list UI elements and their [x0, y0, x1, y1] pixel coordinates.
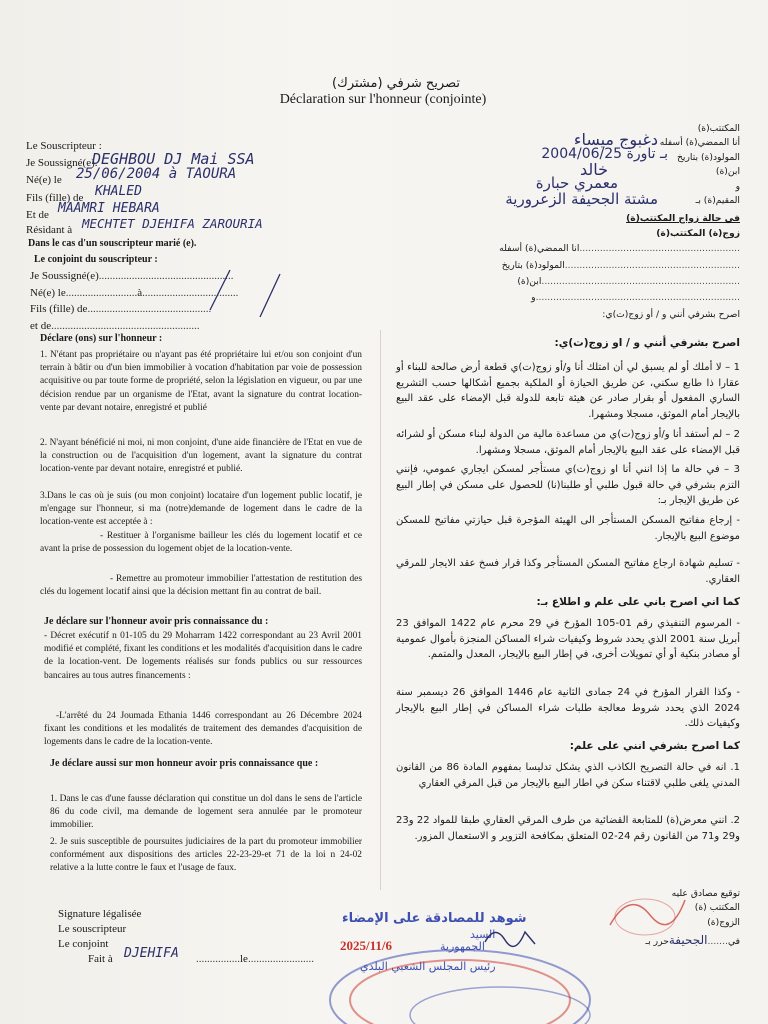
declaration-3a: - Restituer à l'organisme bailleur les clés du logement locatif et ce avant la prise de possession du logement objet de la location-vente. [40, 531, 362, 555]
connaissance-heading: Je déclare sur l'honneur avoir pris connaissance du : [44, 616, 269, 627]
title-arabic: تصريح شرفي (مشترك) [332, 76, 460, 91]
ar-ne-value: 2004/06/25 بـ تاورة [541, 146, 668, 162]
mere-label: Et de [26, 209, 49, 221]
ar-declaration-3: 3 – في حالة ما إذا انني أنا او زوج(ت)ي مستأجر لمسكن ايجاري عمومي، فإنني التزم بشرفي في حالة قبول طلبي أو طلبنا(نا) للحصول على مسكن في إطار البيع عن طريق الإيجار بـ: [396, 464, 740, 506]
strike-mark [190, 262, 310, 322]
declaration-1: 1. N'étant pas propriétaire ou n'ayant pas été propriétaire lui et/ou son conjoint d'un terrain à bâtir ou d'un bien immobilier à vocation d'habitation par voie de possession acquisitive ou par toute forme de propriété, selon la législation en vigueur, ou par une décision rendue par un organisme de l'Etat, avant la signature du contrat location-vente par devant notaire, enregistré et publié [40, 350, 362, 413]
handwritten-signature [480, 922, 540, 952]
ar-arrete-text: - وكذا القرار المؤرخ في 24 جمادى الثانية عام 1446 الموافق 26 ديسمبر سنة 2024 الذي يحدد شروط معالجة طلبات شراء المساكن في إطار البيع بالإيجار وكيفيات ذلك. [396, 687, 741, 729]
fait-a-label: Fait à [88, 953, 113, 965]
ar-declaration-3b: - تسليم شهادة ارجاع مفاتيح المسكن المستأجر وكذا قرار فسخ عقد الايجار للمرقي العقاري. [396, 558, 740, 585]
soussigne-label: Je Soussigné(e). [26, 157, 98, 169]
official-seal [300, 930, 620, 1024]
decret-text: - Décret exécutif n 01-105 du 29 Moharram 1422 correspondant au 23 Avril 2001 modifié et complété, fixant les conditions et les modalités d'acquisition dans le cadre de la location-vent. De logements réalisés sur fonds publics ou sur ressources bancaires au tous autres financements : [44, 631, 362, 681]
ar-decret-text: - المرسوم التنفيذي رقم 01-105 المؤرخ في 29 محرم عام 1422 الموافق 23 أبريل سنة 2001 الذي يحدد شروط وكيفيات شراء المساكن المنجزة بأموال عمومية أو مصادر بنكية أو أي تمويلات أخرى، في إطار البيع بالإيجار، المعدل والمتمم. [396, 618, 740, 660]
ar-residence-label: المقيم(ة) بـ [695, 195, 740, 206]
souscripteur-label: Le Souscripteur : [26, 140, 102, 152]
stamp-line-1: شوهد للمصادقة على الإمضاء [342, 911, 527, 926]
document-page: تصريح شرفي (مشترك) Déclaration sur l'honneur (conjointe) Le Souscripteur : Je Soussigné(e). DEGHBOU DJ Mai SSA Né(e) le 25/06/2004 à TAOURA Fils (fille) de KHALED Et de MAAMRI HEBARA Résidant à MECHTET DJEHIFA ZAROURIA Dans le cas d'un souscripteur marié (e). Le conjoint du souscripteur : Je Soussigné(e)................................................. Né(e) le..........................à................................... Fils (fille) de............................................. et de...................................................... Déclare (ons) sur l'honneur : 1. N'étant pas propriétaire ou n'ayant pas été propriétaire lui et/ou son conjoint d'un terrain à bâtir ou d'un bien immobilier à vocation d'habitation par voie de possession acquisitive ou par toute forme de propriété, selon la législation en vigueur, ou par une décision rendue par un organisme de l'Etat, avant la signature du contrat location-vente par devant notaire, enregistré et publié 2. N'ayant bénéficié ni moi, ni mon conjoint, d'une aide financière de l'Etat en vue de la construction ou de l'acquisition d'un logement, avant la signature du contrat location-vente par devant notaire, enregistré et publié. 3.Dans le cas où je suis (ou mon conjoint) locataire d'un logement public locatif, je m'engage sur l'honneur, si ma (notre)demande de logement dans le cadre de la location-vente est acceptée à : - Restituer à l'organisme bailleur les clés du logement locatif et ce avant la prise de possession du logement objet de la location-vente. - Remettre au promoteur immobilier l'attestation de restitution des clés du logement locatif ainsi que la décision mettant fin au contrat de bail. Je déclare sur l'honneur avoir pris connaissance du : - Décret exécutif n 01-105 du 29 Moharram 1422 correspondant au 23 Avril 2001 modifié et complété, fixant les conditions et les modalités d'acquisition dans le cadre de la location-vent. De logements réalisés sur fonds publics ou sur ressources bancaires au tous autres financements : -L'arrêté du 24 Joumada Ethania 1446 correspondant au 26 Décembre 2024 fixant les conditions et les modalités de traitement des demandes d'acquisition de logements dans le cadre de la location-vente. Je déclare aussi sur mon honneur avoir pris connaissance que : 1. Dans le cas d'une fausse déclaration qui constitue un dol dans le sens de l'article 86 du code civil, ma demande de logement sera annulée par le promoteur immobilier. 2. Je suis susceptible de poursuites judiciaires de la part du promoteur immobilier conformément aux dispositions des articles 22-23-29-et 71 de la loi n 24-02 relative a la lutte contre le faux et l'usage de faux. Signature légalisée Le souscripteur Le conjoint Fait à DJEHIFA ................le........................ المكتتب(ة) أنا الممضي(ة) أسفله دغبوج ميساء المولود(ة) بتاريخ 2004/06/25 بـ تاورة ابن(ة) خالد و معمري حبارة المقيم(ة) بـ مشتة الجحيفة الزعرورية في حالة زواج المكتتب(ة) زوج(ة) المكتتب(ة) .......................................................انا الممضي(ة) أسفله ............................................................المولود(ة) بتاريخ ....................................................................ابن(ة) ......................................................................و اصرح بشرفي أنني و / أو زوج(ت)ي: اصرح بشرفي أنني و / او زوج(ت)ي: 1 – لا أملك أو لم يسبق لي أن امتلك أنا و/أو زوج(ت)ي قطعة أرض صالحة للبناء أو عقارا ذا طابع سكني، عن طريق الحيازة أو الملكية بجميع أشكالها حسب التشريع الساري المفعول أو بقرار صادر عن هيئة تابعة للدولة قبل الإمضاء على عقد البيع بالإيجار أمام الموثق، مسجلا ومشهرا. 2 – لم أستفد أنا و/أو زوج(ت)ي من مساعدة مالية من الدولة لبناء مسكن أو لشرائه قبل الإمضاء على عقد البيع بالإيجار أمام الموثق، مسجلا ومشهرا. 3 – في حالة ما إذا انني أنا او زوج(ت)ي مستأجر لمسكن ايجاري عمومي، فإنني التزم بشرفي في حالة قبول طلبي أو طلبنا(نا) للحصول على مسكن في إطار البيع عن طريق الإيجار بـ: - إرجاع مفاتيح المسكن المستأجر الى الهيئة المؤجرة قبل حيازتي مفاتيح للمسكن موضوع البيع بالإيجار. - تسليم شهادة ارجاع مفاتيح المسكن المستأجر وكذا قرار فسخ عقد الايجار للمرقي العقاري. كما اني اصرح باني على علم و اطلاع بـ: - المرسوم التنفيذي رقم 01-105 المؤرخ في 29 محرم عام 1422 الموافق 23 أبريل سنة 2001 الذي يحدد شروط وكيفيات شراء المساكن المنجزة بأموال عمومية أو مصادر بنكية أو أي تمويلات أخرى، في إطار البيع بالإيجار، المعدل والمتمم. - وكذا القرار المؤرخ في 24 جمادى الثانية عام 1446 الموافق 26 ديسمبر سنة 2024 الذي يحدد شروط معالجة طلبات شراء المساكن في إطار البيع بالإيجار وكيفيات ذلك. كما اصرح بشرفي انني على علم: 1. انه في حالة التصريح الكاذب الذي يشكل تدليسا بمفهوم المادة 86 من القانون المدني يلغى طلبي لاقتناء سكن في اطار البيع بالإيجار من قبل المرقي العقاري 2. انني معرض(ة) للمتابعة القضائية من طرف المرقي العقاري طبقا للمواد 22 و23 و29 و71 من القانون رقم 24-02 المتعلق بمكافحة التزوير و الاستعمال المزور. توقيع مصادق عليه المكتتب (ة) الزوج(ة) في.......الجحيفةحرر بـ شوهد للمصادقة على الإمضاء السيد 2025/11/6 الجمهورية رئيس المجلس الشعبي البلدي [0, 0, 768, 1024]
ar-sig-souscripteur-label: المكتتب (ة) [694, 902, 740, 913]
ne-label: Né(e) le [26, 174, 62, 186]
ar-c3-label: ابن(ة) [517, 276, 542, 287]
ar-marie-heading: في حالة زواج المكتتب(ة) [626, 213, 740, 224]
ar-sig-place-value: الجحيفة [668, 933, 708, 947]
ar-consequence-1: 1. انه في حالة التصريح الكاذب الذي يشكل تدليسا بمفهوم المادة 86 من القانون المدني يلغى طلبي لاقتناء سكن في اطار البيع بالإيجار من قبل المرقي العقاري [396, 762, 740, 789]
ar-mere-label: و [735, 181, 740, 192]
soussigne-value: DEGHBOU DJ Mai SSA [92, 150, 255, 168]
ar-declaration-3a: - إرجاع مفاتيح المسكن المستأجر الى الهيئة المؤجرة قبل حيازتي مفاتيح للمسكن موضوع البيع بالإيجار. [396, 515, 740, 542]
ar-c1-label: انا الممضي(ة) أسفله [499, 243, 580, 254]
consequence-2: 2. Je suis susceptible de poursuites judiciaires de la part du promoteur immobilier conformément aux dispositions des articles 22-23-29-et 71 de la loi n 24-02 relative a la lutte contre le faux et l'usage de faux. [50, 837, 362, 874]
ar-fils-label: ابن(ة) [715, 166, 740, 177]
title-french: Déclaration sur l'honneur (conjointe) [279, 92, 487, 107]
ar-soussigne-label: أنا الممضي(ة) أسفله [659, 137, 740, 148]
ar-sig-certified-label: توقيع مصادق عليه [671, 888, 740, 899]
ar-aussi-heading: كما اصرح بشرفي انني على علم: [569, 740, 740, 752]
fils-value: KHALED [95, 184, 142, 199]
le-label: le [240, 953, 248, 965]
signature-souscripteur-label: Le souscripteur [58, 923, 127, 935]
conjoint-et-label: et de [30, 320, 52, 332]
signature-legalisee-label: Signature légalisée [58, 908, 142, 920]
aussi-heading: Je déclare aussi sur mon honneur avoir pris connaissance que : [50, 758, 319, 769]
ar-consequence-2: 2. انني معرض(ة) للمتابعة القضائية من طرف المرقي العقاري طبقا للمواد 22 و23 و29 و71 من القانون رقم 24-02 المتعلق بمكافحة التزوير و الاستعمال المزور. [396, 815, 741, 842]
stamp-line-2: السيد [470, 928, 496, 941]
marie-heading: Dans le cas d'un souscripteur marié (e). [28, 238, 197, 249]
consequence-1: 1. Dans le cas d'une fausse déclaration qui constitue un dol dans le sens de l'article 86 du code civil, ma demande de logement sera annulée par le promoteur immobilier. [50, 794, 362, 831]
residence-label: Résidant à [26, 224, 73, 236]
ar-residence-value: مشتة الجحيفة الزعرورية [505, 190, 658, 208]
ar-fils-value: خالد [579, 160, 608, 179]
ar-souscripteur-label: المكتتب(ة) [697, 123, 740, 134]
ar-c2-label: المولود(ة) بتاريخ [501, 260, 565, 271]
fils-label: Fils (fille) de [26, 192, 84, 204]
ar-sig-place-label: حرر بـ [645, 936, 669, 947]
ar-sig-conjoint-label: الزوج(ة) [707, 917, 740, 928]
stamp-date: 2025/11/6 [340, 938, 393, 953]
declaration-3b: - Remettre au promoteur immobilier l'attestation de restitution des clés du logement locatif ainsi que la décision mettant fin au contrat de bail. [40, 574, 362, 598]
ar-c4-label: و [531, 292, 536, 303]
declaration-3: 3.Dans le cas où je suis (ou mon conjoint) locataire d'un logement public locatif, je m'engage sur l'honneur, si ma (notre)demande de logement dans le cadre de la location-vente est acceptée à : [40, 491, 362, 528]
stamp-line-3: الجمهورية [440, 940, 485, 953]
ar-mere-value: معمري حبارة [535, 174, 618, 192]
mere-value: MAAMRI HEBARA [58, 201, 160, 216]
stamp-line-4: رئيس المجلس الشعبي البلدي [360, 960, 496, 973]
ar-declare-heading: اصرح بشرفي أنني و / او زوج(ت)ي: [554, 337, 740, 349]
arrete-text: -L'arrêté du 24 Joumada Ethania 1446 correspondant au 26 Décembre 2024 fixant les conditions et les modalités de traitement des demandes d'acquisition de logements dans le cadre de la location-vente. [44, 711, 362, 748]
signature-conjoint-label: Le conjoint [58, 938, 109, 950]
ar-soussigne-value: دغبوج ميساء [573, 130, 658, 149]
fait-a-value: DJEHIFA [124, 946, 179, 961]
ar-declaration-2: 2 – لم أستفد أنا و/أو زوج(ت)ي من مساعدة مالية من الدولة لبناء مسكن أو لشرائه قبل الإمضاء على عقد البيع بالإيجار أمام الموثق، مسجلا ومشهرا. [396, 429, 740, 456]
declare-heading: Déclare (ons) sur l'honneur : [40, 333, 163, 344]
column-divider [380, 330, 381, 890]
conjoint-heading: Le conjoint du souscripteur : [34, 254, 158, 265]
ar-declare-line: اصرح بشرفي أنني و / أو زوج(ت)ي: [602, 309, 740, 320]
ar-ne-label: المولود(ة) بتاريخ [676, 152, 740, 163]
signature-stamp-right [600, 885, 690, 945]
residence-value: MECHTET DJEHIFA ZAROURIA [82, 216, 263, 231]
ne-value: 25/06/2004 à TAOURA [76, 166, 237, 182]
ar-declaration-1: 1 – لا أملك أو لم يسبق لي أن امتلك أنا و/أو زوج(ت)ي قطعة أرض صالحة للبناء أو عقارا ذا طابع سكني، عن طريق الحيازة أو الملكية بجميع أشكالها حسب التشريع الساري المفعول أو بقرار صادر عن هيئة تابعة للدولة قبل الإمضاء على عقد البيع بالإيجار أمام الموثق، مسجلا ومشهرا. [396, 362, 740, 420]
conjoint-soussigne-label: Je Soussigné(e) [30, 270, 99, 282]
ar-sig-in-label: في [727, 936, 740, 947]
conjoint-ne-label: Né(e) le [30, 287, 66, 299]
declaration-2: 2. N'ayant bénéficié ni moi, ni mon conjoint, d'une aide financière de l'Etat en vue de la construction ou de l'acquisition d'un logement, avant la signature du contrat location-vente par devant notaire, enregistré et publié. [40, 438, 362, 475]
ar-connaissance-heading: كما اني اصرح باني على علم و اطلاع بـ: [536, 596, 740, 608]
conjoint-fils-label: Fils (fille) de [30, 303, 88, 315]
conjoint-a-label: à [137, 287, 143, 299]
ar-conjoint-heading: زوج(ة) المكتتب(ة) [656, 228, 740, 239]
